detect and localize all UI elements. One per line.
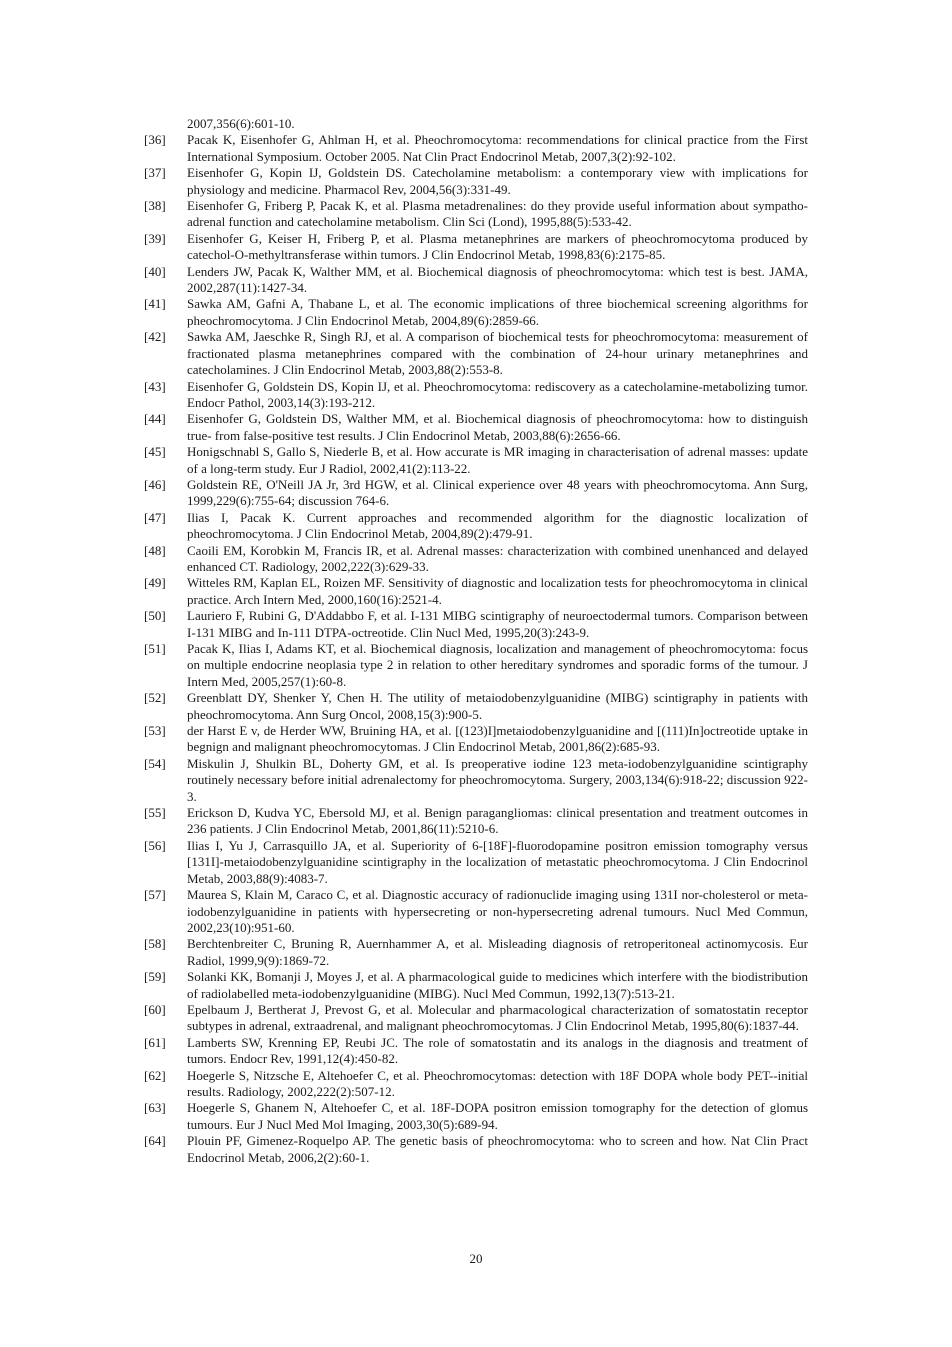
reference-number: [51]: [144, 641, 166, 656]
reference-entry: [144, 444, 808, 477]
reference-text: Eisenhofer G, Friberg P, Pacak K, et al. Plasma metadrenalines: do they provide useful information about sympatho-adrenal function and catecholamine metabolism. Clin Sci (Lond), 1995,88(5):533-42.: [187, 198, 808, 230]
page-number: 20: [469, 1251, 483, 1266]
reference-number: [36]: [144, 132, 166, 148]
reference-number: [49]: [144, 575, 166, 591]
reference-entry: [144, 756, 808, 805]
reference-entry: [144, 969, 808, 1002]
reference-number: [48]: [144, 542, 166, 558]
reference-number: [43]: [144, 378, 166, 394]
reference-number: [58]: [144, 936, 166, 952]
reference-number: [53]: [144, 723, 166, 739]
reference-text: Pacak K, Ilias I, Adams KT, et al. Biochemical diagnosis, localization and management of pheochromocytoma: focus on multiple endocrine neoplasia type 2 in relation to other hereditary syndromes and sporadic forms of the tumour. J Intern Med, 2005,257(1):60-8.: [187, 641, 808, 689]
reference-entry: [144, 132, 808, 165]
reference-text: Lauriero F, Rubini G, D'Addabbo F, et al. I-131 MIBG scintigraphy of neuroectodermal tumors. Comparison between I-131 MIBG and In-111 DTPA-octreotide. Clin Nucl Med, 1995,20(3):243-9.: [187, 608, 808, 640]
reference-number: [56]: [144, 837, 166, 853]
reference-entry: [144, 805, 808, 838]
reference-entry: [144, 575, 808, 608]
reference-number: [45]: [144, 444, 166, 460]
reference-text: Miskulin J, Shulkin BL, Doherty GM, et al. Is preoperative iodine 123 meta-iodobenzylguanidine scintigraphy routinely necessary before initial adrenalectomy for pheochromocytoma. Surgery, 2003,134(6):918-22; discussion 922-3.: [187, 755, 808, 804]
reference-entry: [144, 329, 808, 378]
reference-text: Maurea S, Klain M, Caraco C, et al. Diagnostic accuracy of radionuclide imaging using 131I nor-cholesterol or meta-iodobenzylguanidine in patients with hypersecreting or non-hypersecreting adrenal tumours. Nucl Med Commun, 2002,23(10):951-60.: [187, 887, 808, 935]
reference-entry: [144, 264, 808, 297]
reference-number: [39]: [144, 230, 166, 246]
reference-number: [57]: [144, 887, 166, 903]
reference-text: Epelbaum J, Bertherat J, Prevost G, et al. Molecular and pharmacological characterization of somatostatin receptor subtypes in adrenal, extraadrenal, and malignant pheochromocytomas. J Clin Endocrinol Metab, 1995,80(6):1837-44.: [187, 1001, 808, 1034]
reference-entry: [144, 165, 808, 198]
reference-number: [62]: [144, 1067, 166, 1083]
reference-text: Solanki KK, Bomanji J, Moyes J, et al. A pharmacological guide to medicines which interfere with the biodistribution of radiolabelled meta-iodobenzylguanidine (MIBG). Nucl Med Commun, 1992,13(7):513-21.: [187, 969, 808, 1001]
reference-text: Greenblatt DY, Shenker Y, Chen H. The utility of metaiodobenzylguanidine (MIBG) scintigraphy in patients with pheochromocytoma. Ann Surg Oncol, 2008,15(3):900-5.: [187, 690, 808, 722]
reference-text: Pacak K, Eisenhofer G, Ahlman H, et al. Pheochromocytoma: recommendations for clinical practice from the First International Symposium. October 2005. Nat Clin Pract Endocrinol Metab, 2007,3(2):92-102.: [187, 132, 808, 164]
reference-text: Goldstein RE, O'Neill JA Jr, 3rd HGW, et al. Clinical experience over 48 years with pheochromocytoma. Ann Surg, 1999,229(6):755-64; discussion 764-6.: [187, 476, 808, 509]
reference-entry: [144, 936, 808, 969]
reference-text: Hoegerle S, Nitzsche E, Altehoefer C, et al. Pheochromocytomas: detection with 18F DOPA whole body PET--initial results. Radiology, 2002,222(2):507-12.: [187, 1067, 808, 1099]
reference-entry: [144, 1035, 808, 1068]
reference-list: [144, 116, 808, 1166]
reference-number: [54]: [144, 755, 166, 771]
reference-entry: [144, 1100, 808, 1133]
reference-entry: [144, 838, 808, 887]
reference-text: der Harst E v, de Herder WW, Bruining HA, et al. [(123)I]metaiodobenzylguanidine and [(111)In]octreotide uptake in begnign and malignant pheochromocytomas. J Clin Endocrinol Metab, 2001,86(2):685-93.: [187, 723, 808, 755]
reference-entry: [144, 296, 808, 329]
reference-number: [37]: [144, 165, 166, 181]
reference-text: Berchtenbreiter C, Bruning R, Auernhammer A, et al. Misleading diagnosis of retroperitoneal actinomycosis. Eur Radiol, 1999,9(9):1869-72.: [187, 936, 808, 968]
reference-number: [63]: [144, 1100, 166, 1116]
reference-text: Hoegerle S, Ghanem N, Altehoefer C, et al. 18F-DOPA positron emission tomography for the detection of glomus tumours. Eur J Nucl Med Mol Imaging, 2003,30(5):689-94.: [187, 1100, 808, 1132]
reference-text: Eisenhofer G, Goldstein DS, Walther MM, et al. Biochemical diagnosis of pheochromocytoma: how to distinguish true- from false-positive test results. J Clin Endocrinol Metab, 2003,88(6):2656-66.: [187, 411, 808, 443]
reference-continuation: 2007,356(6):601-10.: [187, 116, 295, 131]
reference-entry: [144, 477, 808, 510]
reference-entry: [144, 887, 808, 936]
reference-entry: [144, 1133, 808, 1166]
reference-entry: [144, 1002, 808, 1035]
reference-number: [55]: [144, 805, 166, 821]
reference-text: Plouin PF, Gimenez-Roquelpo AP. The genetic basis of pheochromocytoma: who to screen and how. Nat Clin Pract Endocrinol Metab, 2006,2(2):60-1.: [187, 1133, 808, 1165]
reference-number: [59]: [144, 969, 166, 985]
reference-text: Erickson D, Kudva YC, Ebersold MJ, et al. Benign paragangliomas: clinical presentation and treatment outcomes in 236 patients. J Clin Endocrinol Metab, 2001,86(11):5210-6.: [187, 805, 808, 837]
reference-entry: [144, 231, 808, 264]
reference-text: Honigschnabl S, Gallo S, Niederle B, et al. How accurate is MR imaging in characterisation of adrenal masses: update of a long-term study. Eur J Radiol, 2002,41(2):113-22.: [187, 444, 808, 476]
reference-number: [38]: [144, 198, 166, 214]
reference-number: [60]: [144, 1001, 166, 1017]
reference-text: Eisenhofer G, Kopin IJ, Goldstein DS. Catecholamine metabolism: a contemporary view with implications for physiology and medicine. Pharmacol Rev, 2004,56(3):331-49.: [187, 165, 808, 197]
reference-entry: [144, 723, 808, 756]
reference-number: [61]: [144, 1034, 166, 1050]
reference-number: [64]: [144, 1133, 166, 1149]
reference-text: Caoili EM, Korobkin M, Francis IR, et al. Adrenal masses: characterization with combined unenhanced and delayed enhanced CT. Radiology, 2002,222(3):629-33.: [187, 542, 808, 574]
reference-number: [46]: [144, 476, 166, 492]
reference-entry: [144, 543, 808, 576]
reference-entry: [144, 510, 808, 543]
reference-entry: [144, 1068, 808, 1101]
reference-text: Lenders JW, Pacak K, Walther MM, et al. Biochemical diagnosis of pheochromocytoma: which test is best. JAMA, 2002,287(11):1427-34.: [187, 263, 808, 296]
reference-text: Eisenhofer G, Goldstein DS, Kopin IJ, et al. Pheochromocytoma: rediscovery as a catecholamine-metabolizing tumor. Endocr Pathol, 2003,14(3):193-212.: [187, 378, 808, 410]
reference-entry: [144, 690, 808, 723]
reference-number: [40]: [144, 263, 166, 279]
reference-entry: [144, 379, 808, 412]
reference-text: Sawka AM, Jaeschke R, Singh RJ, et al. A comparison of biochemical tests for pheochromocytoma: measurement of fractionated plasma metanephrines compared with the combination of 24-hour urinary metanephrines and catecholamines. J Clin Endocrinol Metab, 2003,88(2):553-8.: [187, 329, 808, 378]
reference-text: Sawka AM, Gafni A, Thabane L, et al. The economic implications of three biochemical screening algorithms for pheochromocytoma. J Clin Endocrinol Metab, 2004,89(6):2859-66.: [187, 296, 808, 328]
reference-entry: [144, 608, 808, 641]
reference-number: [42]: [144, 329, 166, 345]
reference-text: Ilias I, Pacak K. Current approaches and recommended algorithm for the diagnostic localization of pheochromocytoma. J Clin Endocrinol Metab, 2004,89(2):479-91.: [187, 509, 808, 542]
reference-entry: [144, 641, 808, 690]
reference-number: [47]: [144, 509, 166, 525]
reference-text: Lamberts SW, Krenning EP, Reubi JC. The role of somatostatin and its analogs in the diagnosis and treatment of tumors. Endocr Rev, 1991,12(4):450-82.: [187, 1034, 808, 1067]
reference-text: Eisenhofer G, Keiser H, Friberg P, et al. Plasma metanephrines are markers of pheochromocytoma produced by catechol-O-methyltransferase within tumors. J Clin Endocrinol Metab, 1998,83(6):2175-85.: [187, 230, 808, 263]
reference-number: [41]: [144, 296, 166, 312]
reference-entry: [144, 411, 808, 444]
reference-entry: [144, 198, 808, 231]
reference-text: Witteles RM, Kaplan EL, Roizen MF. Sensitivity of diagnostic and localization tests for pheochromocytoma in clinical practice. Arch Intern Med, 2000,160(16):2521-4.: [187, 575, 808, 607]
reference-number: [52]: [144, 690, 166, 706]
reference-number: [44]: [144, 411, 166, 427]
reference-items: [144, 132, 808, 1166]
reference-text: Ilias I, Yu J, Carrasquillo JA, et al. Superiority of 6-[18F]-fluorodopamine positron emission tomography versus [131I]-metaiodobenzylguanidine scintigraphy in the localization of metastatic pheochromocytoma. J Clin Endocrinol Metab, 2003,88(9):4083-7.: [187, 837, 808, 886]
reference-number: [50]: [144, 608, 166, 624]
